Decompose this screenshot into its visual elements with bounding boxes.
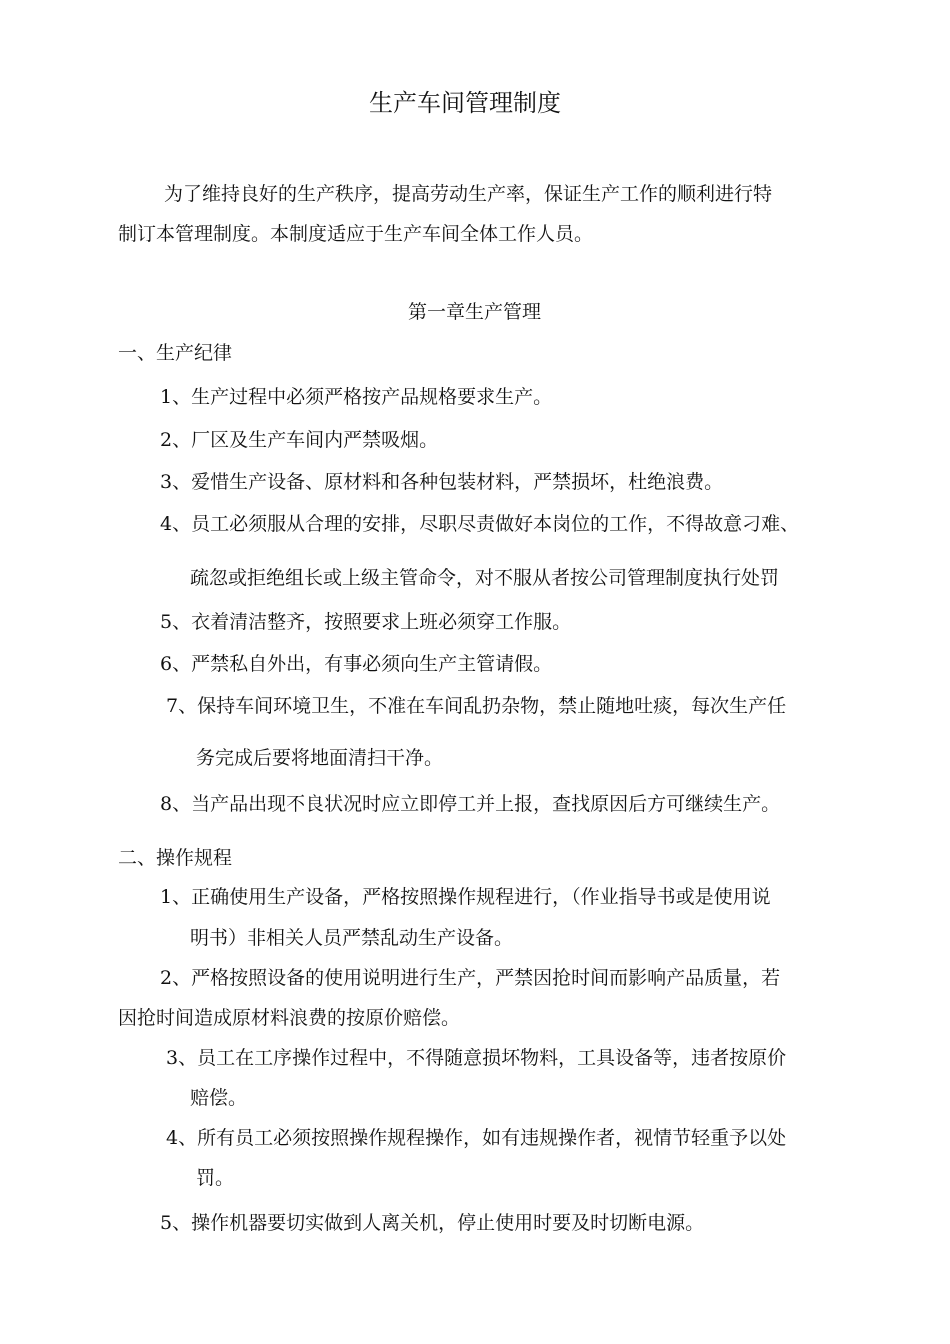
operation-item-4: 4、所有员工必须按照操作规程操作，如有违规操作者，视情节轻重予以处 [166, 1127, 787, 1149]
discipline-item-1: 1、生产过程中必须严格按产品规格要求生产。 [160, 386, 553, 408]
discipline-item-7-continued: 务完成后要将地面清扫干净。 [196, 747, 444, 769]
discipline-item-5: 5、衣着清洁整齐，按照要求上班必须穿工作服。 [160, 611, 572, 633]
discipline-item-8: 8、当产品出现不良状况时应立即停工并上报，查找原因后方可继续生产。 [160, 793, 781, 815]
document-title: 生产车间管理制度 [369, 89, 561, 117]
chapter-title: 第一章生产管理 [408, 301, 542, 323]
discipline-item-4-continued: 疏忽或拒绝组长或上级主管命令，对不服从者按公司管理制度执行处罚 [190, 567, 780, 589]
section-heading-discipline: 一、生产纪律 [118, 342, 233, 364]
operation-item-3-continued: 赔偿。 [190, 1087, 248, 1109]
intro-paragraph-line-2: 制订本管理制度。本制度适应于生产车间全体工作人员。 [118, 223, 594, 245]
operation-item-1-continued: 明书）非相关人员严禁乱动生产设备。 [190, 927, 514, 949]
intro-paragraph-line-1: 为了维持良好的生产秩序，提高劳动生产率，保证生产工作的顺利进行特 [164, 183, 773, 205]
operation-item-2: 2、严格按照设备的使用说明进行生产，严禁因抢时间而影响产品质量，若 [160, 967, 781, 989]
operation-item-1: 1、正确使用生产设备，严格按照操作规程进行，（作业指导书或是使用说 [160, 886, 771, 908]
discipline-item-7: 7、保持车间环境卫生，不准在车间乱扔杂物，禁止随地吐痰，每次生产任 [166, 695, 787, 717]
discipline-item-2: 2、厂区及生产车间内严禁吸烟。 [160, 429, 439, 451]
operation-item-2-continued: 因抢时间造成原材料浪费的按原价赔偿。 [118, 1007, 461, 1029]
discipline-item-4: 4、员工必须服从合理的安排，尽职尽责做好本岗位的工作，不得故意刁难、 [160, 513, 800, 535]
section-heading-operation: 二、操作规程 [118, 847, 233, 869]
operation-item-4-continued: 罚。 [196, 1167, 235, 1189]
discipline-item-3: 3、爱惜生产设备、原材料和各种包装材料，严禁损坏，杜绝浪费。 [160, 471, 724, 493]
operation-item-5: 5、操作机器要切实做到人离关机，停止使用时要及时切断电源。 [160, 1212, 705, 1234]
operation-item-3: 3、员工在工序操作过程中，不得随意损坏物料，工具设备等，违者按原价 [166, 1047, 787, 1069]
discipline-item-6: 6、严禁私自外出，有事必须向生产主管请假。 [160, 653, 553, 675]
